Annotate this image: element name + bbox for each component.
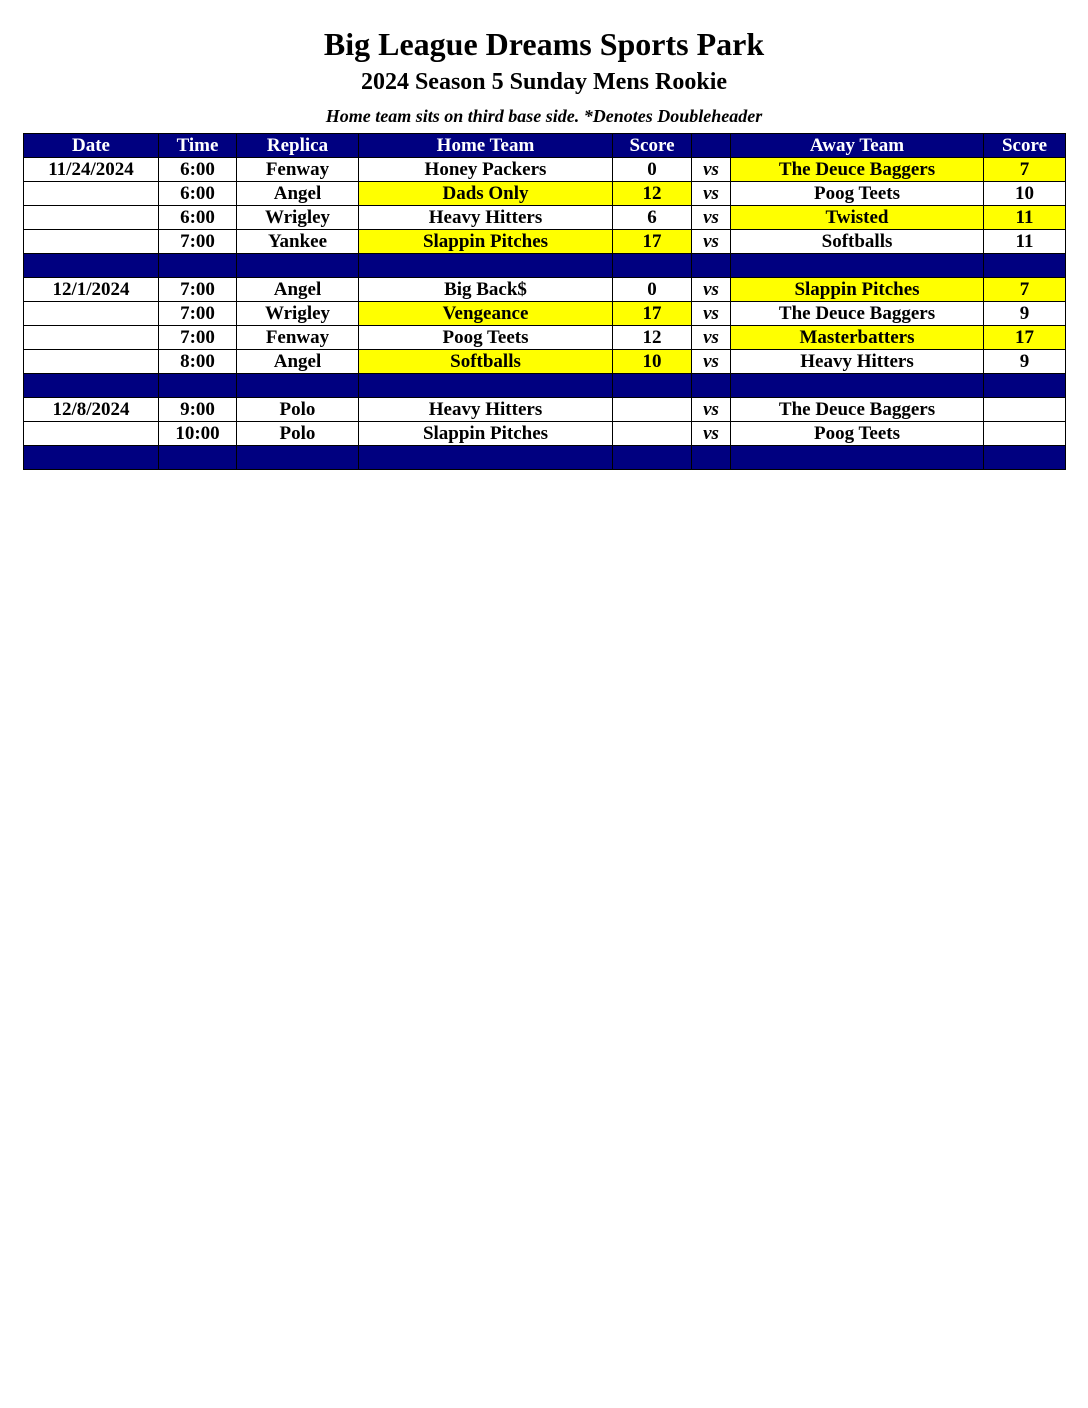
col-header-away-team: Away Team: [731, 134, 984, 158]
col-header-vs: [692, 134, 731, 158]
away-team: Twisted: [731, 206, 984, 230]
col-header-home-team: Home Team: [359, 134, 613, 158]
table-row: [24, 230, 1066, 254]
page-title: Big League Dreams Sports Park: [323, 26, 765, 62]
separator-cell: [692, 446, 731, 470]
table-row: [24, 302, 1066, 326]
away-score: 17: [984, 326, 1066, 350]
vs-label: vs: [692, 422, 731, 446]
game-time: 7:00: [159, 230, 237, 254]
game-time: 7:00: [159, 278, 237, 302]
home-team: Honey Packers: [359, 158, 613, 182]
vs-label: vs: [692, 278, 731, 302]
away-score: 7: [984, 278, 1066, 302]
separator-cell: [731, 446, 984, 470]
table-row: [24, 350, 1066, 374]
table-header-row: [24, 134, 1066, 158]
home-team: Softballs: [359, 350, 613, 374]
separator-cell: [159, 446, 237, 470]
separator-cell: [692, 254, 731, 278]
table-row: [24, 182, 1066, 206]
separator-row: [24, 254, 1066, 278]
field-name: Angel: [237, 182, 359, 206]
away-team: The Deuce Baggers: [731, 302, 984, 326]
home-team: Heavy Hitters: [359, 398, 613, 422]
game-time: 6:00: [159, 158, 237, 182]
separator-cell: [24, 374, 159, 398]
home-score: 17: [613, 230, 692, 254]
home-score: 0: [613, 158, 692, 182]
away-team: Slappin Pitches: [731, 278, 984, 302]
home-score: 6: [613, 206, 692, 230]
table-row: [24, 398, 1066, 422]
col-header-time: Time: [159, 134, 237, 158]
game-date: [24, 230, 159, 254]
game-date: [24, 326, 159, 350]
home-team: Heavy Hitters: [359, 206, 613, 230]
field-name: Fenway: [237, 326, 359, 350]
separator-cell: [237, 254, 359, 278]
away-team: Poog Teets: [731, 182, 984, 206]
game-time: 10:00: [159, 422, 237, 446]
field-name: Angel: [237, 350, 359, 374]
away-team: The Deuce Baggers: [731, 158, 984, 182]
vs-label: vs: [692, 206, 731, 230]
separator-cell: [24, 446, 159, 470]
away-score: [984, 422, 1066, 446]
home-team: Slappin Pitches: [359, 230, 613, 254]
home-score: 12: [613, 326, 692, 350]
separator-cell: [24, 254, 159, 278]
vs-label: vs: [692, 326, 731, 350]
away-score: 7: [984, 158, 1066, 182]
away-team: Softballs: [731, 230, 984, 254]
home-score: 10: [613, 350, 692, 374]
home-team: Slappin Pitches: [359, 422, 613, 446]
game-date: [24, 350, 159, 374]
game-date: 11/24/2024: [24, 158, 159, 182]
separator-cell: [613, 446, 692, 470]
separator-cell: [237, 374, 359, 398]
vs-label: vs: [692, 182, 731, 206]
game-date: 12/8/2024: [24, 398, 159, 422]
separator-row: [24, 446, 1066, 470]
separator-cell: [731, 254, 984, 278]
away-score: 11: [984, 206, 1066, 230]
away-score: 11: [984, 230, 1066, 254]
schedule-table: [23, 133, 1066, 470]
away-team: The Deuce Baggers: [731, 398, 984, 422]
game-time: 6:00: [159, 182, 237, 206]
home-score: [613, 398, 692, 422]
separator-row: [24, 374, 1066, 398]
field-name: Angel: [237, 278, 359, 302]
table-row: [24, 206, 1066, 230]
separator-cell: [984, 374, 1066, 398]
separator-cell: [159, 254, 237, 278]
home-team: Big Back$: [359, 278, 613, 302]
field-name: Wrigley: [237, 206, 359, 230]
col-header-replica: Replica: [237, 134, 359, 158]
separator-cell: [359, 254, 613, 278]
separator-cell: [359, 446, 613, 470]
table-row: [24, 326, 1066, 350]
home-team: Dads Only: [359, 182, 613, 206]
game-time: 9:00: [159, 398, 237, 422]
schedule-body: [24, 158, 1066, 470]
away-score: 9: [984, 350, 1066, 374]
vs-label: vs: [692, 230, 731, 254]
separator-cell: [692, 374, 731, 398]
schedule-subtitle: 2024 Season 5 Sunday Mens Rookie: [360, 69, 728, 95]
separator-cell: [613, 374, 692, 398]
field-name: Polo: [237, 398, 359, 422]
game-date: [24, 302, 159, 326]
away-score: 10: [984, 182, 1066, 206]
col-header-away-score: Score: [984, 134, 1066, 158]
col-header-home-score: Score: [613, 134, 692, 158]
col-header-date: Date: [24, 134, 159, 158]
separator-cell: [613, 254, 692, 278]
field-name: Fenway: [237, 158, 359, 182]
home-score: 17: [613, 302, 692, 326]
separator-cell: [731, 374, 984, 398]
game-time: 8:00: [159, 350, 237, 374]
schedule-note: Home team sits on third base side. *Denotes Doubleheader: [325, 106, 763, 126]
game-date: 12/1/2024: [24, 278, 159, 302]
game-time: 7:00: [159, 302, 237, 326]
separator-cell: [984, 446, 1066, 470]
game-date: [24, 422, 159, 446]
away-team: Heavy Hitters: [731, 350, 984, 374]
separator-cell: [984, 254, 1066, 278]
away-score: [984, 398, 1066, 422]
vs-label: vs: [692, 302, 731, 326]
home-score: 12: [613, 182, 692, 206]
game-date: [24, 206, 159, 230]
game-time: 7:00: [159, 326, 237, 350]
home-team: Vengeance: [359, 302, 613, 326]
separator-cell: [159, 374, 237, 398]
table-row: [24, 278, 1066, 302]
away-team: Masterbatters: [731, 326, 984, 350]
table-row: [24, 422, 1066, 446]
away-team: Poog Teets: [731, 422, 984, 446]
home-score: [613, 422, 692, 446]
home-team: Poog Teets: [359, 326, 613, 350]
field-name: Polo: [237, 422, 359, 446]
game-time: 6:00: [159, 206, 237, 230]
field-name: Yankee: [237, 230, 359, 254]
vs-label: vs: [692, 158, 731, 182]
table-row: [24, 158, 1066, 182]
separator-cell: [237, 446, 359, 470]
game-date: [24, 182, 159, 206]
away-score: 9: [984, 302, 1066, 326]
separator-cell: [359, 374, 613, 398]
field-name: Wrigley: [237, 302, 359, 326]
vs-label: vs: [692, 350, 731, 374]
vs-label: vs: [692, 398, 731, 422]
home-score: 0: [613, 278, 692, 302]
